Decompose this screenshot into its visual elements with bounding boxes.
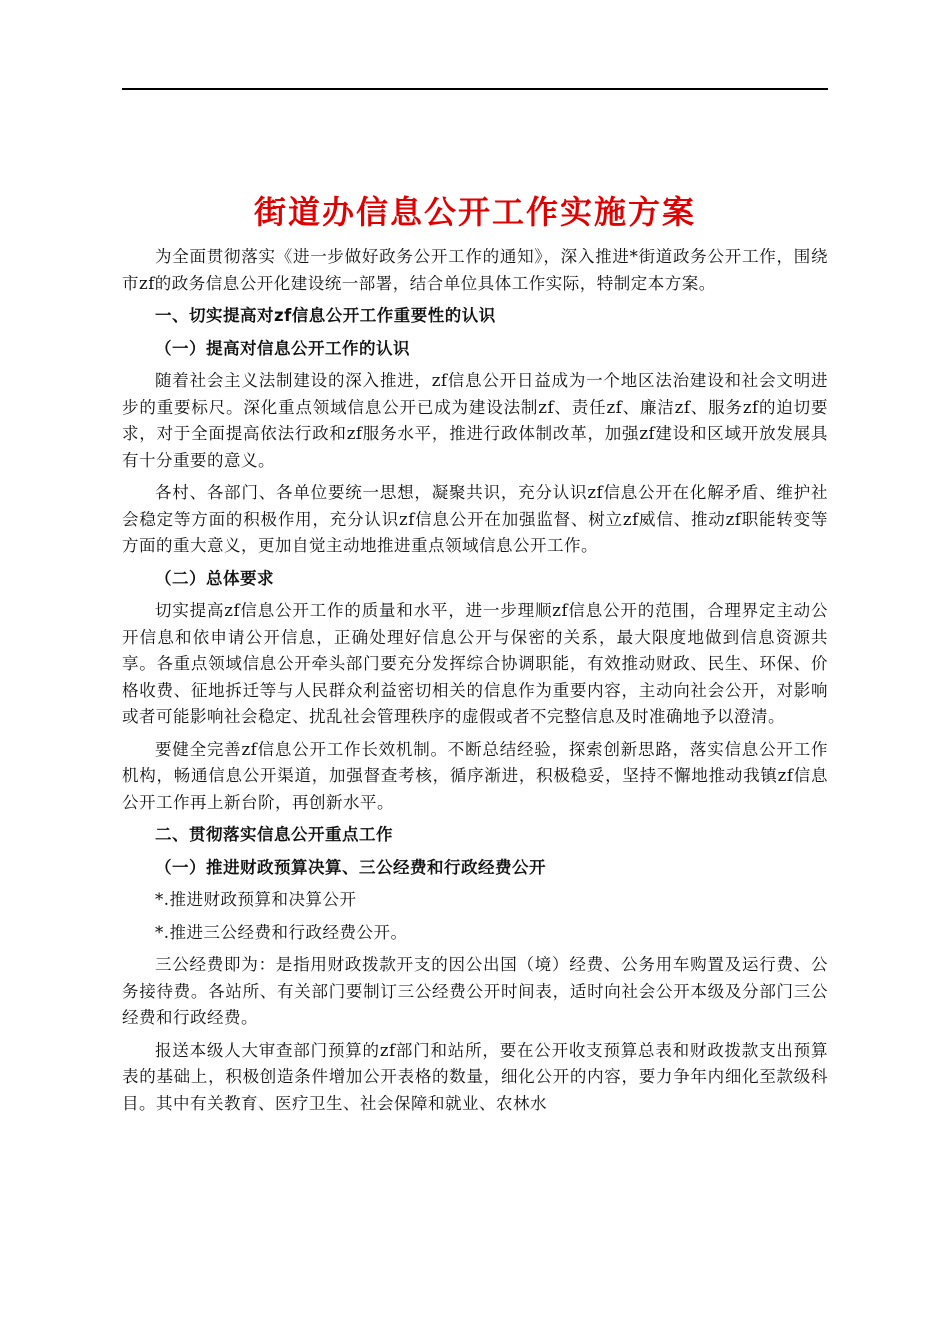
header-rule	[122, 88, 828, 90]
paragraph: 要健全完善zf信息公开工作长效机制。不断总结经验，探索创新思路，落实信息公开工作机构，畅通信息公开渠道，加强督查考核，循序渐进，积极稳妥，坚持不懈地推动我镇zf信息公开工作再上新台阶，再创新水平。	[122, 739, 828, 812]
list-item: *.推进财政预算和决算公开	[155, 890, 357, 909]
section-heading-2: 二、贯彻落实信息公开重点工作	[155, 825, 393, 844]
paragraph: 各村、各部门、各单位要统一思想，凝聚共识，充分认识zf信息公开在化解矛盾、维护社会稳定等方面的积极作用，充分认识zf信息公开在加强监督、树立zf威信、推动zf职能转变等方面的重大意义，更加自觉主动地推进重点领域信息公开工作。	[122, 483, 828, 555]
paragraph: 随着社会主义法制建设的深入推进，zf信息公开日益成为一个地区法治建设和社会文明进步的重要标尺。深化重点领域信息公开已成为建设法制zf、责任zf、廉洁zf、服务zf的迫切要求，对于全面提高依法行政和zf服务水平，推进行政体制改革，加强zf建设和区域开放发展具有十分重要的意义。	[122, 371, 828, 470]
subsection-heading-1-1: （一）提高对信息公开工作的认识	[155, 338, 410, 358]
paragraph: 三公经费即为：是指用财政拨款开支的因公出国（境）经费、公务用车购置及运行费、公务接待费。各站所、有关部门要制订三公经费公开时间表，适时向社会公开本级及分部门三公经费和行政经费。	[122, 955, 828, 1027]
intro-paragraph: 为全面贯彻落实《进一步做好政务公开工作的通知》，深入推进*街道政务公开工作，围绕市zf的政务信息公开化建设统一部署，结合单位具体工作实际，特制定本方案。	[122, 247, 828, 293]
paragraph: 切实提高zf信息公开工作的质量和水平，进一步理顺zf信息公开的范围，合理界定主动公开信息和依申请公开信息，正确处理好信息公开与保密的关系，最大限度地做到信息资源共享。各重点领域信息公开牵头部门要充分发挥综合协调职能，有效推动财政、民生、环保、价格收费、征地拆迁等与人民群众利益密切相关的信息作为重要内容，主动向社会公开，对影响或者可能影响社会稳定、扰乱社会管理秩序的虚假或者不完整信息及时准确地予以澄清。	[122, 601, 828, 726]
subsection-heading-2-1: （一）推进财政预算决算、三公经费和行政经费公开	[155, 857, 546, 877]
document-title: 街道办信息公开工作实施方案	[253, 193, 696, 231]
subsection-heading-1-2: （二）总体要求	[155, 568, 274, 588]
section-heading-1: 一、切实提高对zf信息公开工作重要性的认识	[155, 306, 496, 325]
document-body	[122, 244, 828, 1117]
paragraph: 报送本级人大审查部门预算的zf部门和站所，要在公开收支预算总表和财政拨款支出预算表的基础上，积极创造条件增加公开表格的数量，细化公开的内容，要力争年内细化至款级科目。其中有关教育、医疗卫生、社会保障和就业、农林水	[122, 1040, 828, 1113]
list-item: *.推进三公经费和行政经费公开。	[155, 922, 408, 942]
